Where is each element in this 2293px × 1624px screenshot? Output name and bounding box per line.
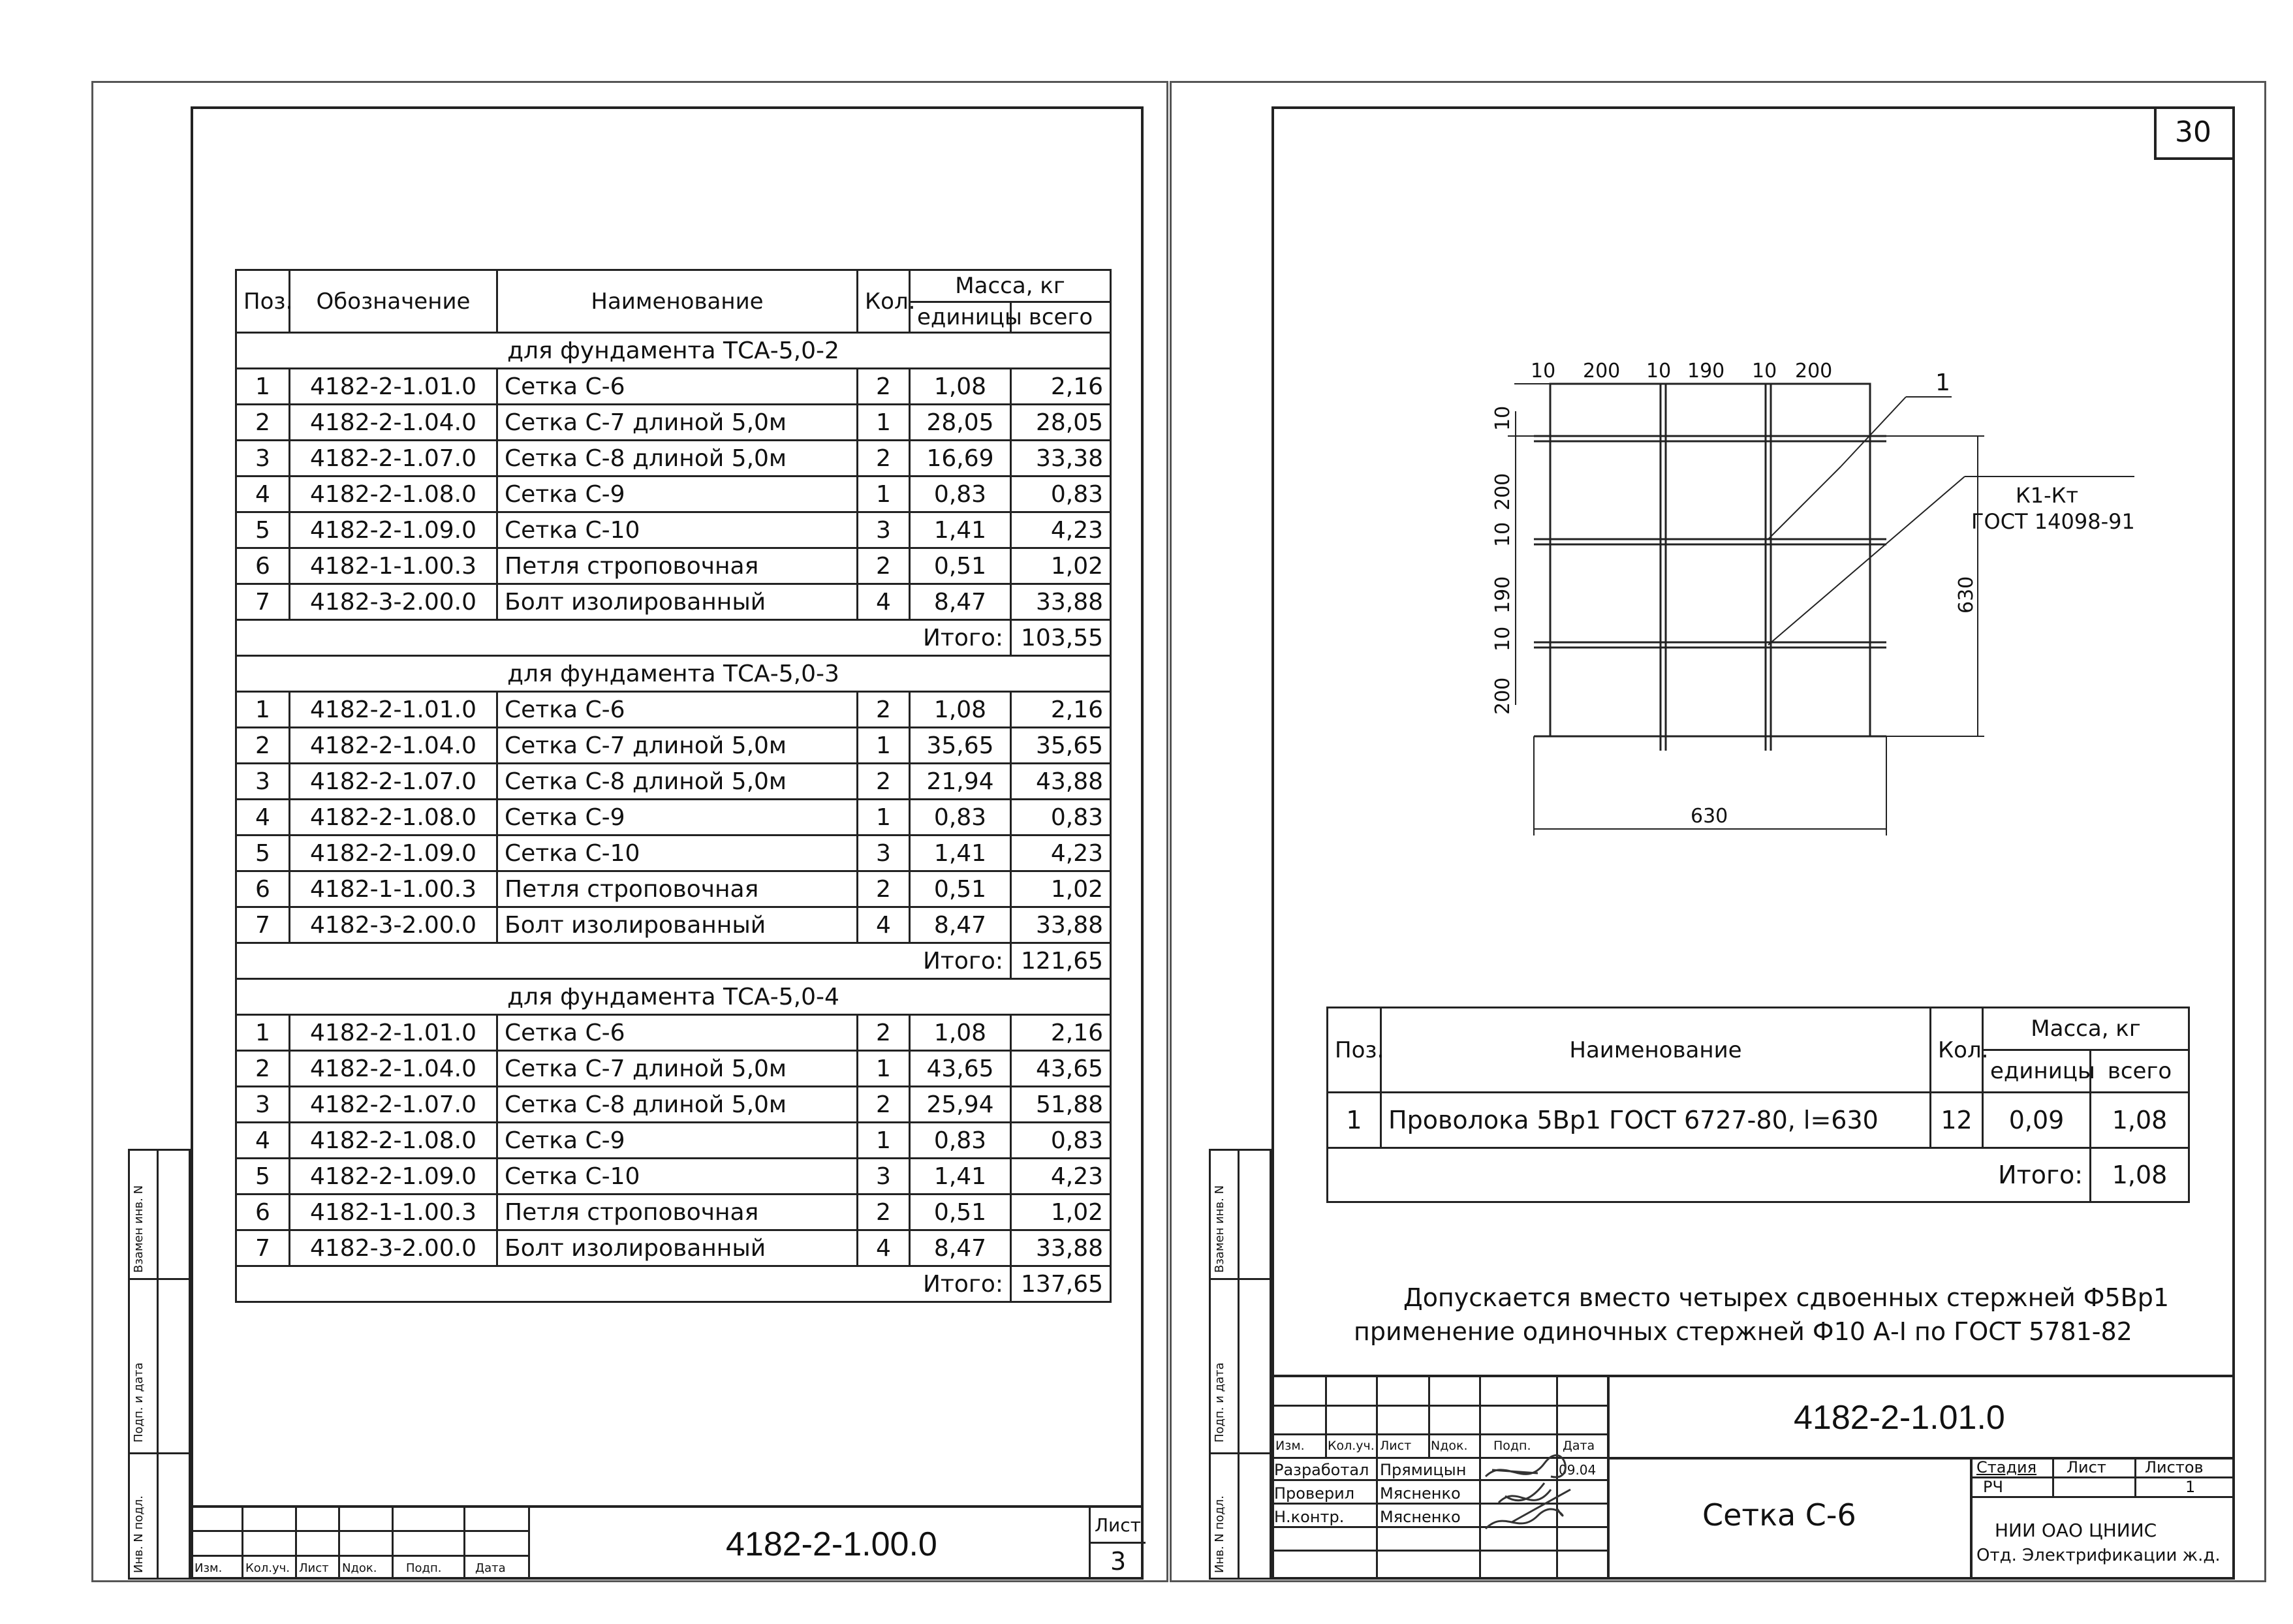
stamp-col-3: Nдок.: [342, 1561, 377, 1575]
cell-name: Сетка С-8 длиной 5,0м: [497, 1087, 858, 1123]
cell-des: 4182-2-1.04.0: [290, 1051, 497, 1087]
leader-pos-label: 1: [1935, 369, 1950, 396]
itogo-row: [236, 620, 1111, 656]
stamp-v6: [528, 1505, 530, 1580]
cell-des: 4182-2-1.04.0: [290, 405, 497, 441]
cell-name: Болт изолированный: [497, 907, 858, 943]
left-side-label-2: Инв. N подл.: [132, 1495, 146, 1573]
leader-pos1-shelf: [1841, 397, 1906, 467]
weld-std: ГОСТ 14098-91: [1971, 509, 2135, 534]
cell-name: Сетка С-8 длиной 5,0м: [497, 764, 858, 800]
cell-qty: 1: [858, 405, 910, 441]
cell-total: 2,16: [1011, 692, 1111, 728]
left-stamp: [191, 1505, 1144, 1580]
tb-role-0: Разработал: [1274, 1461, 1369, 1479]
tb-v2: [1376, 1375, 1378, 1580]
cell-unit: 0,83: [910, 800, 1011, 835]
table-row: [236, 1087, 1111, 1123]
hdr-qty: Кол.: [858, 270, 910, 333]
table-row: [236, 441, 1111, 476]
cell-qty: 4: [858, 584, 910, 620]
note-line-1: Допускается вместо четырех сдвоенных стержней Ф5Вр1: [1403, 1283, 2170, 1312]
sheet-box-divider: [1091, 1542, 1146, 1544]
tb-sheets: 1: [2185, 1478, 2196, 1496]
r-itogo-label: Итого:: [1328, 1148, 2091, 1202]
tb-title: Сетка С-6: [1702, 1497, 1856, 1533]
dim-top-4: 10: [1752, 360, 1777, 383]
cell-unit: 8,47: [910, 907, 1011, 943]
tb-col-3: Nдок.: [1431, 1439, 1468, 1453]
cell-total: 1,02: [1011, 1195, 1111, 1230]
cell-qty: 2: [858, 764, 910, 800]
cell-pos: 5: [236, 1159, 290, 1195]
group-title: для фундамента ТСА-5,0-4: [236, 979, 1111, 1015]
cell-pos: 3: [236, 1087, 290, 1123]
cell-des: 4182-2-1.09.0: [290, 1159, 497, 1195]
cell-name: Сетка С-9: [497, 1123, 858, 1159]
table-row: [236, 1015, 1111, 1051]
left-doc-code: 4182-2-1.00.0: [726, 1525, 937, 1563]
r-row-pos: 1: [1328, 1093, 1381, 1148]
cell-des: 4182-2-1.07.0: [290, 441, 497, 476]
left-side-label-0: Взамен инв. N: [132, 1185, 146, 1273]
hdr-designation: Обозначение: [290, 270, 497, 333]
table-row: [236, 584, 1111, 620]
right-side-label-2: Инв. N подл.: [1213, 1495, 1226, 1573]
cell-des: 4182-2-1.04.0: [290, 728, 497, 764]
right-spec-header-row: [1328, 1008, 2189, 1050]
stamp-v3: [338, 1505, 340, 1580]
cell-qty: 3: [858, 1159, 910, 1195]
r-hdr-name: Наименование: [1381, 1008, 1931, 1093]
cell-unit: 1,08: [910, 692, 1011, 728]
tb-col-0: Изм.: [1275, 1439, 1305, 1453]
right-side-divider-1: [1209, 1278, 1271, 1280]
tb-v-stage-2: [2134, 1457, 2136, 1497]
page-number: 30: [2175, 116, 2211, 149]
leader-weld: [1768, 476, 1965, 645]
tb-top-line: [1271, 1375, 2235, 1377]
cell-total: 35,65: [1011, 728, 1111, 764]
table-row: [236, 369, 1111, 405]
tb-date-0: 09.04: [1559, 1462, 1597, 1478]
cell-name: Сетка С-6: [497, 1015, 858, 1051]
table-row: [236, 692, 1111, 728]
dim-left-3: 190: [1491, 576, 1514, 614]
cell-des: 4182-2-1.01.0: [290, 369, 497, 405]
cell-des: 4182-2-1.09.0: [290, 835, 497, 871]
cell-total: 0,83: [1011, 476, 1111, 512]
cell-des: 4182-3-2.00.0: [290, 1230, 497, 1266]
hdr-mass: Масса, кг: [910, 270, 1111, 302]
cell-des: 4182-2-1.01.0: [290, 692, 497, 728]
left-sheet-label: Лист: [1095, 1514, 1141, 1536]
cell-total: 4,23: [1011, 512, 1111, 548]
tb-col-5: Дата: [1563, 1439, 1595, 1453]
right-spec-table: [1326, 1007, 2190, 1203]
group-title: для фундамента ТСА-5,0-2: [236, 333, 1111, 369]
table-row: [236, 476, 1111, 512]
cell-pos: 3: [236, 764, 290, 800]
cell-name: Болт изолированный: [497, 584, 858, 620]
cell-qty: 1: [858, 728, 910, 764]
cell-pos: 5: [236, 835, 290, 871]
cell-des: 4182-2-1.08.0: [290, 800, 497, 835]
table-row: [236, 405, 1111, 441]
cell-des: 4182-2-1.07.0: [290, 764, 497, 800]
itogo-value: 103,55: [1011, 620, 1111, 656]
tb-v3: [1428, 1375, 1430, 1457]
cell-total: 43,88: [1011, 764, 1111, 800]
cell-pos: 7: [236, 1230, 290, 1266]
tb-name-2: Мясненко: [1380, 1508, 1461, 1526]
left-side-label-1: Подп. и дата: [132, 1362, 146, 1443]
cell-qty: 1: [858, 1051, 910, 1087]
dim-top-2: 10: [1646, 360, 1672, 383]
table-row: [236, 871, 1111, 907]
tb-v-main: [1607, 1375, 1610, 1580]
dim-top-1: 200: [1583, 360, 1621, 383]
signature-scribbles: [1479, 1457, 1607, 1580]
cell-qty: 2: [858, 692, 910, 728]
cell-qty: 2: [858, 548, 910, 584]
leader-pos1: [1768, 467, 1841, 539]
mesh-drawing: [1436, 339, 2187, 875]
cell-name: Сетка С-9: [497, 476, 858, 512]
cell-unit: 1,08: [910, 1015, 1011, 1051]
cell-qty: 2: [858, 871, 910, 907]
r-hdr-total: всего: [2091, 1050, 2189, 1093]
tb-h-stage-2: [1970, 1496, 2235, 1498]
signature-0: [1486, 1456, 1565, 1477]
left-sheet-no: 3: [1110, 1547, 1127, 1576]
stamp-v4: [392, 1505, 394, 1580]
r-row-unit: 0,09: [1983, 1093, 2091, 1148]
cell-name: Сетка С-9: [497, 800, 858, 835]
cell-unit: 21,94: [910, 764, 1011, 800]
cell-pos: 1: [236, 369, 290, 405]
cell-qty: 4: [858, 907, 910, 943]
cell-qty: 3: [858, 512, 910, 548]
itogo-row: [236, 1266, 1111, 1302]
cell-total: 28,05: [1011, 405, 1111, 441]
group-title: для фундамента ТСА-5,0-3: [236, 656, 1111, 692]
tb-col-1: Кол.уч.: [1328, 1439, 1375, 1453]
dim-left-4: 10: [1491, 626, 1514, 651]
right-spec-itogo-row: [1328, 1148, 2189, 1202]
dim-top-0: 10: [1531, 360, 1556, 383]
cell-name: Сетка С-10: [497, 512, 858, 548]
tb-col-4: Подп.: [1493, 1439, 1531, 1453]
cell-name: Петля строповочная: [497, 1195, 858, 1230]
cell-pos: 4: [236, 800, 290, 835]
table-row: [236, 835, 1111, 871]
tb-sheets-label: Листов: [2145, 1458, 2204, 1476]
table-row: [236, 907, 1111, 943]
tb-name-0: Прямицын: [1380, 1461, 1467, 1479]
cell-pos: 1: [236, 692, 290, 728]
dim-left-0: 10: [1491, 405, 1514, 431]
cell-pos: 7: [236, 584, 290, 620]
table-row: [236, 728, 1111, 764]
cell-pos: 2: [236, 405, 290, 441]
cell-qty: 2: [858, 1087, 910, 1123]
cell-name: Болт изолированный: [497, 1230, 858, 1266]
itogo-row: [236, 943, 1111, 979]
table-row: [236, 764, 1111, 800]
signature-2: [1486, 1490, 1570, 1529]
dim-bottom-label: 630: [1691, 805, 1728, 828]
right-spec-row: [1328, 1093, 2189, 1148]
cell-total: 33,88: [1011, 907, 1111, 943]
hdr-pos: Поз.: [236, 270, 290, 333]
cell-total: 4,23: [1011, 835, 1111, 871]
note-line-2: применение одиночных стержней Ф10 А-I по ГОСТ 5781-82: [1354, 1317, 2132, 1346]
table-row: [236, 512, 1111, 548]
tb-h-main: [1607, 1457, 2235, 1460]
group-title-row: [236, 333, 1111, 369]
stamp-v1: [242, 1505, 243, 1580]
cell-unit: 0,51: [910, 1195, 1011, 1230]
cell-pos: 1: [236, 1015, 290, 1051]
cell-name: Сетка С-7 длиной 5,0м: [497, 1051, 858, 1087]
itogo-label: Итого:: [236, 1266, 1011, 1302]
cell-pos: 7: [236, 907, 290, 943]
r-hdr-qty: Кол.: [1931, 1008, 1983, 1093]
table-row: [236, 1123, 1111, 1159]
cell-pos: 6: [236, 871, 290, 907]
weld-label: К1-Кт: [2016, 483, 2078, 508]
cell-total: 2,16: [1011, 369, 1111, 405]
cell-unit: 43,65: [910, 1051, 1011, 1087]
tb-sheet-label: Лист: [2067, 1458, 2106, 1476]
cell-pos: 2: [236, 1051, 290, 1087]
tb-col-2: Лист: [1380, 1439, 1412, 1453]
cell-unit: 1,41: [910, 1159, 1011, 1195]
stamp-col-4: Подп.: [406, 1561, 442, 1575]
tb-v-right: [1970, 1457, 1973, 1580]
cell-name: Петля строповочная: [497, 548, 858, 584]
cell-pos: 3: [236, 441, 290, 476]
cell-name: Сетка С-6: [497, 692, 858, 728]
table-row: [236, 548, 1111, 584]
cell-des: 4182-1-1.00.3: [290, 871, 497, 907]
stamp-col-2: Лист: [299, 1561, 329, 1575]
cell-des: 4182-2-1.01.0: [290, 1015, 497, 1051]
cell-unit: 1,08: [910, 369, 1011, 405]
table-row: [236, 1195, 1111, 1230]
left-spec-table: [235, 269, 1112, 1303]
cell-unit: 0,51: [910, 871, 1011, 907]
cell-name: Сетка С-6: [497, 369, 858, 405]
cell-name: Сетка С-10: [497, 1159, 858, 1195]
cell-des: 4182-3-2.00.0: [290, 584, 497, 620]
right-side-label-0: Взамен инв. N: [1213, 1185, 1226, 1273]
stamp-col-0: Изм.: [195, 1561, 223, 1575]
r-row-name: Проволока 5Вр1 ГОСТ 6727-80, l=630: [1381, 1093, 1931, 1148]
right-side-mid: [1238, 1149, 1240, 1580]
cell-pos: 6: [236, 1195, 290, 1230]
hdr-total: всего: [1011, 302, 1111, 333]
group-title-row: [236, 979, 1111, 1015]
right-title-block: [1271, 1375, 2235, 1580]
cell-qty: 2: [858, 369, 910, 405]
left-side-mid: [157, 1149, 159, 1580]
cell-unit: 1,41: [910, 835, 1011, 871]
cell-total: 33,38: [1011, 441, 1111, 476]
cell-unit: 0,51: [910, 548, 1011, 584]
cell-pos: 2: [236, 728, 290, 764]
tb-stage-label: Стадия: [1976, 1458, 2037, 1476]
tb-v1: [1325, 1375, 1327, 1457]
r-itogo-value: 1,08: [2091, 1148, 2189, 1202]
cell-unit: 8,47: [910, 584, 1011, 620]
cell-unit: 28,05: [910, 405, 1011, 441]
left-side-divider-1: [128, 1278, 191, 1280]
itogo-value: 137,65: [1011, 1266, 1111, 1302]
cell-total: 0,83: [1011, 800, 1111, 835]
tb-role-1: Проверил: [1274, 1484, 1355, 1503]
cell-pos: 6: [236, 548, 290, 584]
itogo-value: 121,65: [1011, 943, 1111, 979]
cell-unit: 16,69: [910, 441, 1011, 476]
group-title-row: [236, 656, 1111, 692]
cell-pos: 4: [236, 1123, 290, 1159]
right-side-divider-2: [1209, 1452, 1271, 1454]
itogo-label: Итого:: [236, 943, 1011, 979]
cell-des: 4182-1-1.00.3: [290, 1195, 497, 1230]
cell-total: 0,83: [1011, 1123, 1111, 1159]
cell-unit: 8,47: [910, 1230, 1011, 1266]
tb-org-2: Отд. Электрификации ж.д.: [1976, 1546, 2221, 1565]
cell-unit: 35,65: [910, 728, 1011, 764]
cell-qty: 1: [858, 476, 910, 512]
cell-name: Сетка С-10: [497, 835, 858, 871]
table-row: [236, 1159, 1111, 1195]
r-hdr-pos: Поз.: [1328, 1008, 1381, 1093]
left-side-divider-2: [128, 1452, 191, 1454]
cell-total: 33,88: [1011, 1230, 1111, 1266]
cell-unit: 0,83: [910, 476, 1011, 512]
cell-total: 1,02: [1011, 871, 1111, 907]
table-row: [236, 1051, 1111, 1087]
cell-des: 4182-2-1.07.0: [290, 1087, 497, 1123]
cell-des: 4182-3-2.00.0: [290, 907, 497, 943]
cell-name: Сетка С-7 длиной 5,0м: [497, 728, 858, 764]
stamp-col-1: Кол.уч.: [245, 1561, 290, 1575]
cell-total: 1,02: [1011, 548, 1111, 584]
cell-total: 33,88: [1011, 584, 1111, 620]
cell-qty: 3: [858, 835, 910, 871]
cell-name: Сетка С-7 длиной 5,0м: [497, 405, 858, 441]
dim-left-1: 200: [1491, 473, 1514, 510]
cell-des: 4182-1-1.00.3: [290, 548, 497, 584]
hdr-unit: единицы: [910, 302, 1011, 333]
cell-qty: 1: [858, 1123, 910, 1159]
cell-qty: 4: [858, 1230, 910, 1266]
tb-doc-code: 4182-2-1.01.0: [1794, 1399, 2005, 1437]
cell-total: 43,65: [1011, 1051, 1111, 1087]
table-row: [236, 800, 1111, 835]
cell-name: Сетка С-8 длиной 5,0м: [497, 441, 858, 476]
hdr-name: Наименование: [497, 270, 858, 333]
stamp-col-5: Дата: [475, 1561, 506, 1575]
r-hdr-mass: Масса, кг: [1983, 1008, 2189, 1050]
tb-stage: РЧ: [1983, 1478, 2003, 1496]
cell-unit: 25,94: [910, 1087, 1011, 1123]
dim-left-5: 200: [1491, 677, 1514, 715]
r-row-qty: 12: [1931, 1093, 1983, 1148]
table-row: [236, 1230, 1111, 1266]
left-stamp-grid: [191, 1505, 530, 1580]
cell-qty: 2: [858, 441, 910, 476]
cell-des: 4182-2-1.09.0: [290, 512, 497, 548]
tb-v-stage-1: [2052, 1457, 2054, 1497]
cell-total: 2,16: [1011, 1015, 1111, 1051]
tb-org-1: НИИ ОАО ЦНИИС: [1995, 1520, 2157, 1541]
left-sheet-box: [1089, 1505, 1146, 1580]
stamp-v5: [463, 1505, 465, 1580]
left-spec-header-row: [236, 270, 1111, 302]
cell-des: 4182-2-1.08.0: [290, 1123, 497, 1159]
dim-top-5: 200: [1795, 360, 1833, 383]
cell-qty: 1: [858, 800, 910, 835]
cell-qty: 2: [858, 1195, 910, 1230]
cell-unit: 0,83: [910, 1123, 1011, 1159]
dim-top-3: 190: [1687, 360, 1725, 383]
cell-unit: 1,41: [910, 512, 1011, 548]
cell-total: 4,23: [1011, 1159, 1111, 1195]
dim-left-2: 10: [1491, 522, 1514, 547]
dim-right-label: 630: [1955, 576, 1978, 614]
cell-qty: 2: [858, 1015, 910, 1051]
signature-1: [1499, 1483, 1551, 1503]
itogo-label: Итого:: [236, 620, 1011, 656]
stamp-v2: [295, 1505, 297, 1580]
cell-total: 51,88: [1011, 1087, 1111, 1123]
cell-des: 4182-2-1.08.0: [290, 476, 497, 512]
cell-pos: 5: [236, 512, 290, 548]
r-row-total: 1,08: [2091, 1093, 2189, 1148]
tb-role-2: Н.контр.: [1274, 1508, 1345, 1526]
tb-name-1: Мясненко: [1380, 1484, 1461, 1503]
cell-name: Петля строповочная: [497, 871, 858, 907]
right-side-label-1: Подп. и дата: [1213, 1362, 1226, 1443]
cell-pos: 4: [236, 476, 290, 512]
r-hdr-unit: единицы: [1983, 1050, 2091, 1093]
